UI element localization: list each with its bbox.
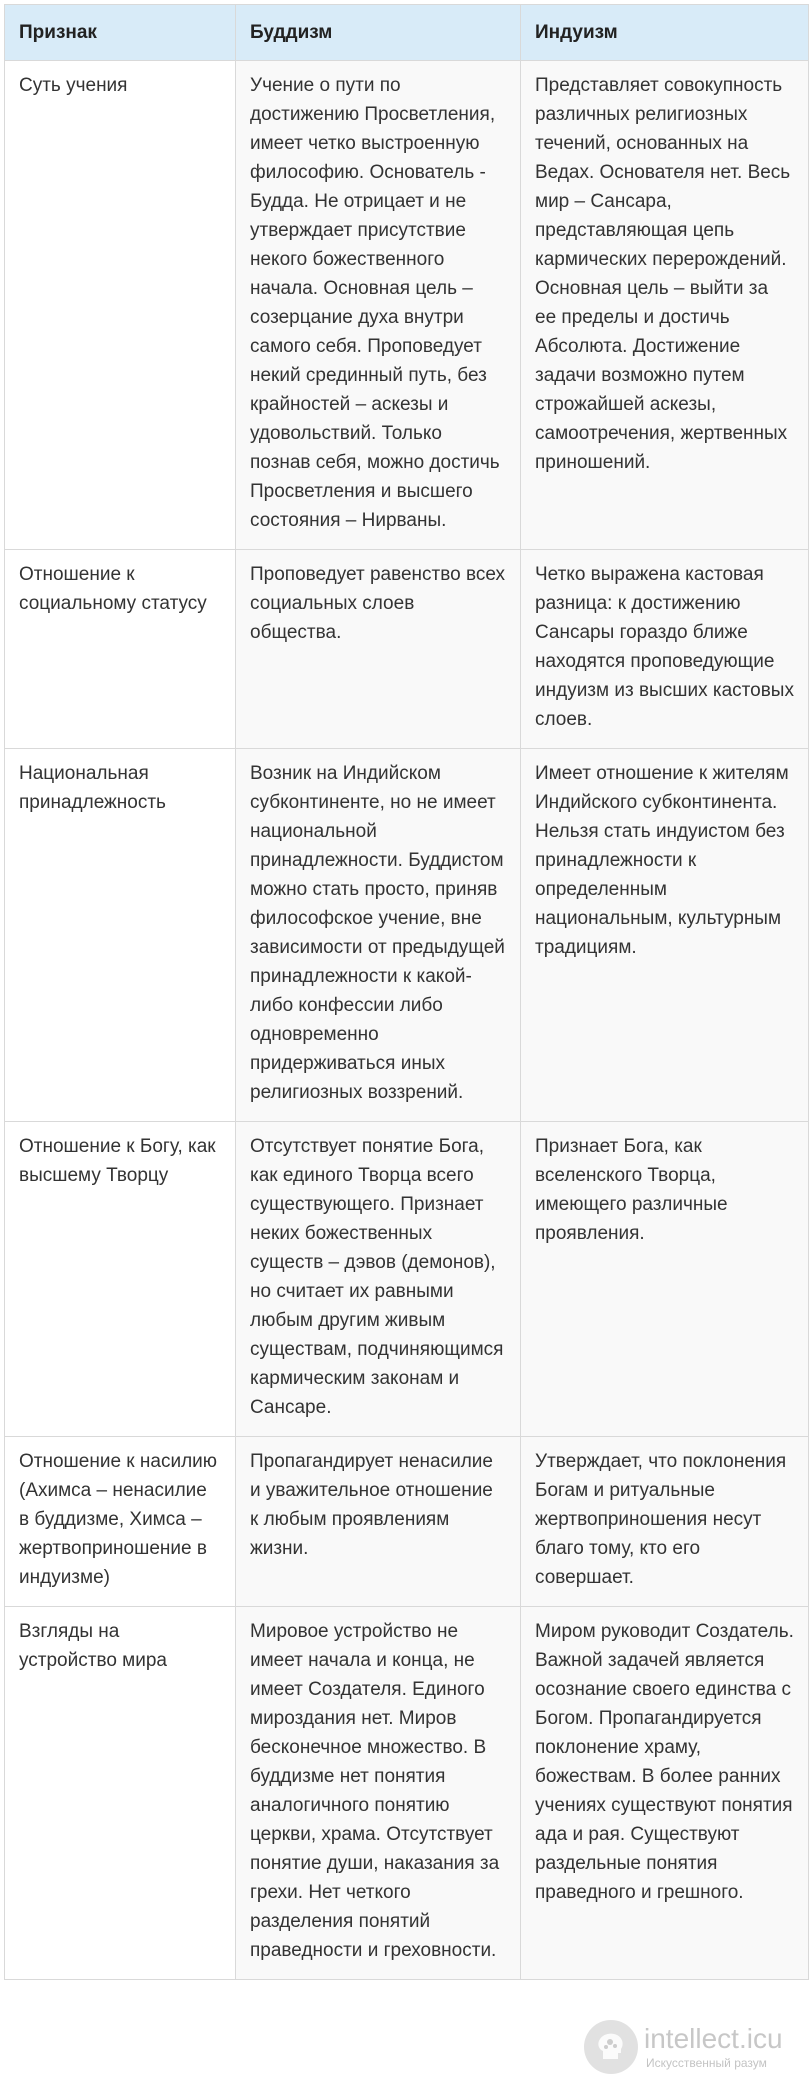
cell-buddhism: Проповедует равенство всех социальных слоев общества. [236, 550, 521, 749]
cell-buddhism: Пропагандирует ненасилие и уважительное отношение к любым проявлениям жизни. [236, 1437, 521, 1607]
table-header-row [5, 5, 809, 61]
header-buddhism: Буддизм [236, 5, 521, 61]
cell-buddhism: Мировое устройство не имеет начала и конца, не имеет Создателя. Единого мироздания нет. Миров бесконечное множество. В буддизме нет понятия аналогичного понятию церкви, храма. Отсутствует понятие души, наказания за грехи. Нет четкого разделения понятий праведности и греховности. [236, 1607, 521, 1980]
cell-feature: Отношение к социальному статусу [5, 550, 236, 749]
cell-feature: Национальная принадлежность [5, 749, 236, 1122]
cell-buddhism: Отсутствует понятие Бога, как единого Творца всего существующего. Признает неких божественных существ – дэвов (демонов), но считает их равными любым другим живым существам, подчиняющимся кармическим законам и Сансаре. [236, 1122, 521, 1437]
cell-feature: Суть учения [5, 61, 236, 550]
table-row [5, 61, 809, 550]
cell-feature: Отношение к насилию (Ахимса – ненасилие в буддизме, Химса – жертвоприношение в индуизме) [5, 1437, 236, 1607]
cell-hinduism: Представляет совокупность различных религиозных течений, основанных на Ведах. Основателя нет. Весь мир – Сансара, представляющая цепь кармических перерождений. Основная цель – выйти за ее пределы и достичь Абсолюта. Достижение задачи возможно путем строжайшей аскезы, самоотречения, жертвенных приношений. [521, 61, 809, 550]
brain-head-icon [584, 2020, 638, 2074]
cell-hinduism: Имеет отношение к жителям Индийского субконтинента. Нельзя стать индуистом без принадлежности к определенным национальным, культурным традициям. [521, 749, 809, 1122]
table-row [5, 1437, 809, 1607]
cell-buddhism: Возник на Индийском субконтиненте, но не имеет национальной принадлежности. Буддистом можно стать просто, приняв философское учение, вне зависимости от предыдущей принадлежности к какой-либо конфессии либо одновременно придерживаться иных религиозных воззрений. [236, 749, 521, 1122]
watermark-title: intellect.icu [644, 2023, 783, 2054]
table-row [5, 550, 809, 749]
cell-buddhism: Учение о пути по достижению Просветления, имеет четко выстроенную философию. Основатель - Будда. Не отрицает и не утверждает присутствие некого божественного начала. Основная цель – созерцание духа внутри самого себя. Проповедует некий срединный путь, без крайностей – аскезы и удовольствий. Только познав себя, можно достичь Просветления и высшего состояния – Нирваны. [236, 61, 521, 550]
table-row [5, 1607, 809, 1980]
cell-hinduism: Утверждает, что поклонения Богам и ритуальные жертвоприношения несут благо тому, кто его совершает. [521, 1437, 809, 1607]
cell-feature: Отношение к Богу, как высшему Творцу [5, 1122, 236, 1437]
header-feature: Признак [5, 5, 236, 61]
watermark-subtitle: Искусственный разум [646, 2056, 767, 2070]
comparison-table-container [4, 4, 808, 1980]
cell-hinduism: Миром руководит Создатель. Важной задачей является осознание своего единства с Богом. Пропагандируется поклонение храму, божествам. В более ранних учениях существуют понятия ада и рая. Существуют раздельные понятия праведного и грешного. [521, 1607, 809, 1980]
cell-feature: Взгляды на устройство мира [5, 1607, 236, 1980]
table-row [5, 749, 809, 1122]
comparison-table [4, 4, 809, 1980]
header-hinduism: Индуизм [521, 5, 809, 61]
table-row [5, 1122, 809, 1437]
cell-hinduism: Четко выражена кастовая разница: к достижению Сансары гораздо ближе находятся проповедующие индуизм из высших кастовых слоев. [521, 550, 809, 749]
watermark [584, 2020, 794, 2078]
cell-hinduism: Признает Бога, как вселенского Творца, имеющего различные проявления. [521, 1122, 809, 1437]
